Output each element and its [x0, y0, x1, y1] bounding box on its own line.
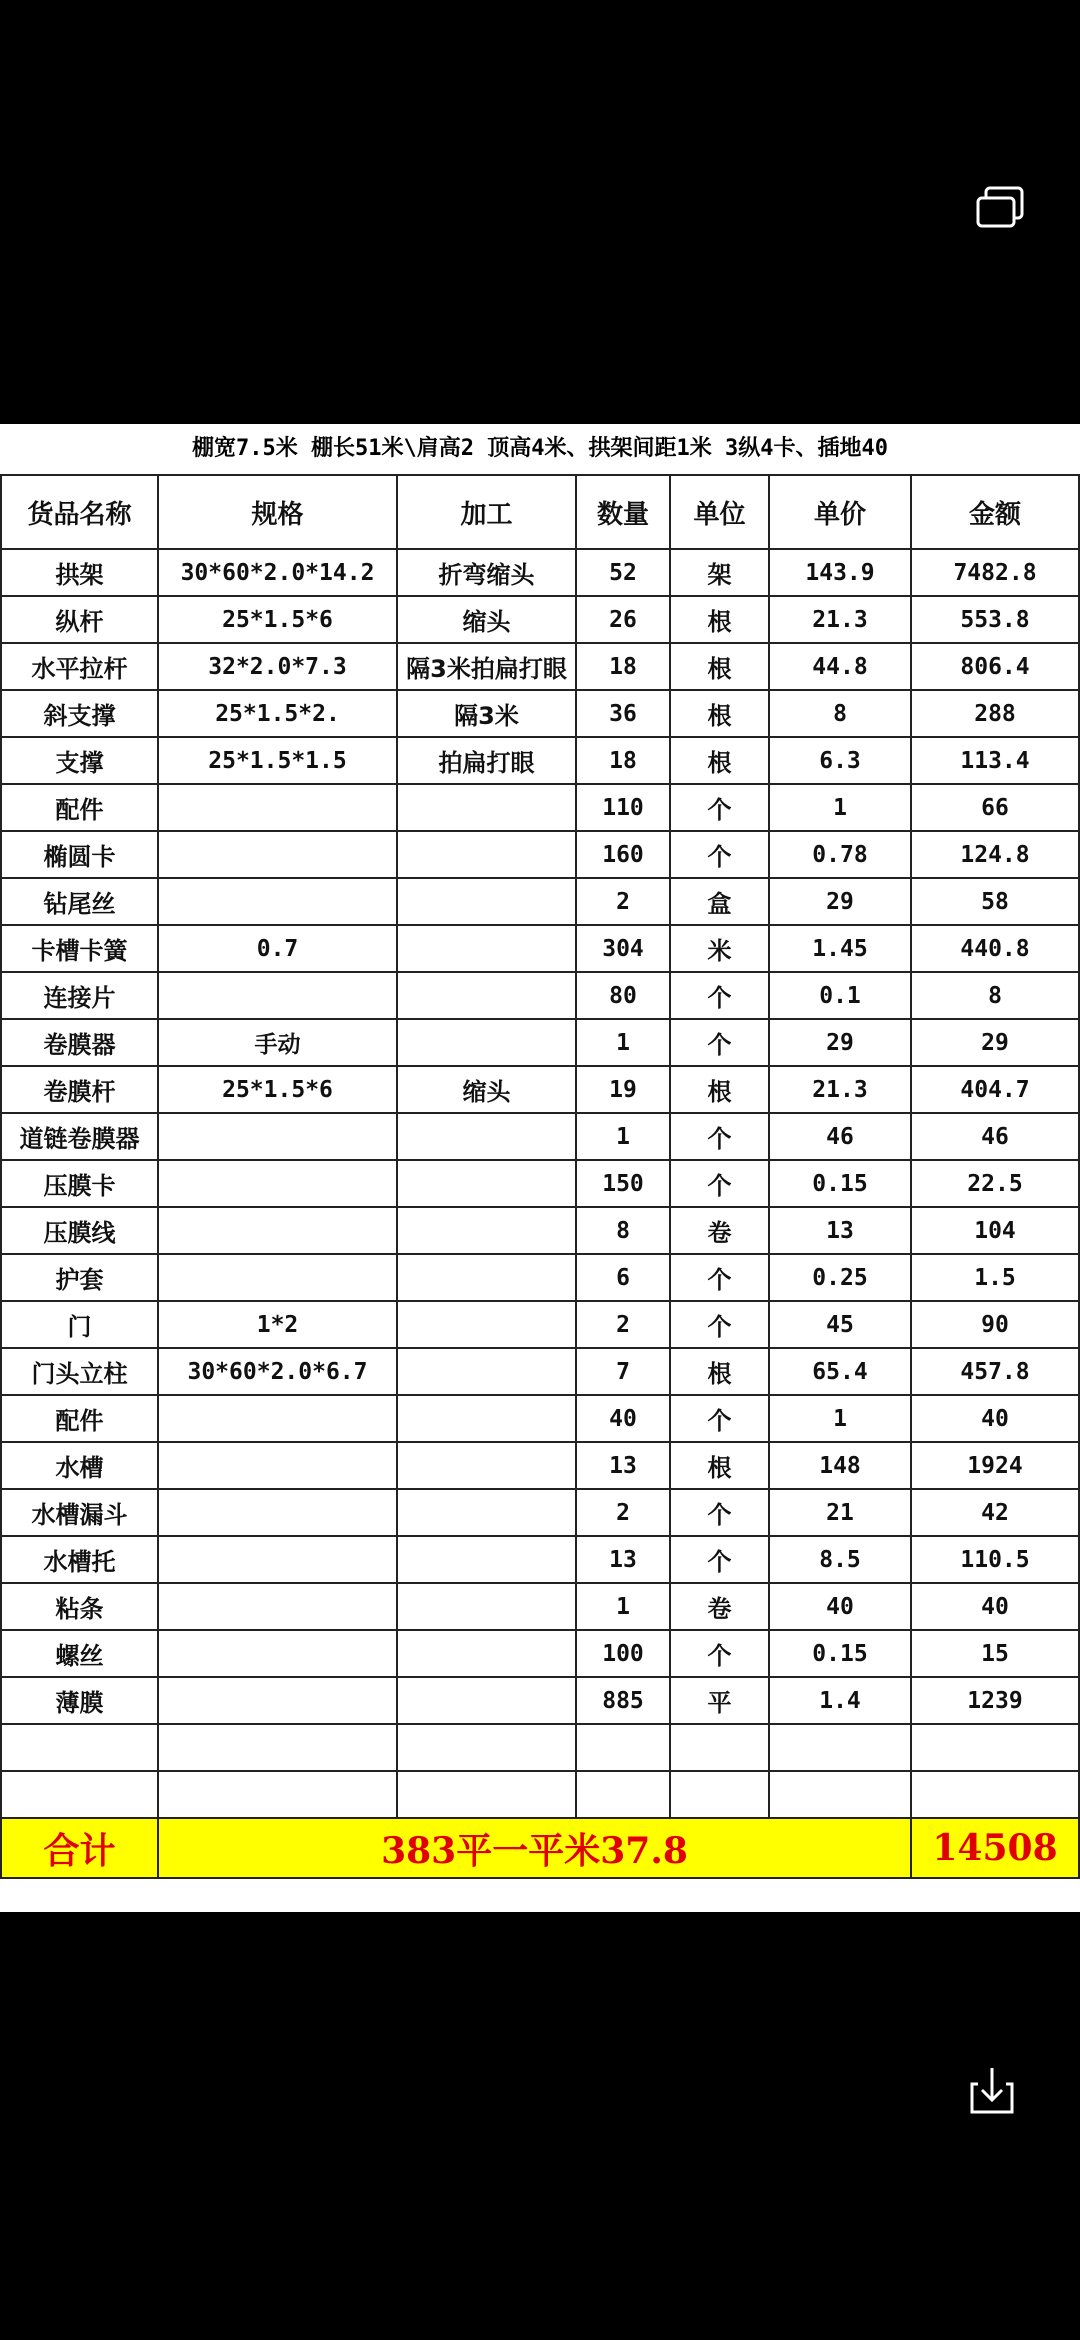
cell-name: 拱架 — [1, 549, 158, 596]
cell-amount: 110.5 — [911, 1536, 1079, 1583]
cell-unit: 盒 — [670, 878, 769, 925]
cell-unit: 根 — [670, 737, 769, 784]
cell-quantity: 6 — [576, 1254, 670, 1301]
cell-unit: 架 — [670, 549, 769, 596]
cell-quantity: 110 — [576, 784, 670, 831]
cell-unit: 个 — [670, 1113, 769, 1160]
cell-processing — [397, 1630, 576, 1677]
cell-processing — [397, 1160, 576, 1207]
cell-amount: 104 — [911, 1207, 1079, 1254]
cell-quantity: 18 — [576, 643, 670, 690]
cell-name: 支撑 — [1, 737, 158, 784]
header-processing: 加工 — [397, 475, 576, 549]
table-row — [1, 1677, 1079, 1724]
empty-cell — [670, 1724, 769, 1771]
table-row — [1, 1019, 1079, 1066]
table-row — [1, 1301, 1079, 1348]
empty-row — [1, 1724, 1079, 1771]
table-row — [1, 972, 1079, 1019]
cell-processing — [397, 1207, 576, 1254]
cell-spec — [158, 972, 397, 1019]
cell-unit-price: 0.78 — [769, 831, 911, 878]
download-icon[interactable] — [960, 2058, 1024, 2122]
header-unit-price: 单价 — [769, 475, 911, 549]
cell-processing: 缩头 — [397, 596, 576, 643]
cell-processing: 隔3米拍扁打眼 — [397, 643, 576, 690]
cell-processing — [397, 1536, 576, 1583]
cell-name: 道链卷膜器 — [1, 1113, 158, 1160]
cell-name: 水槽 — [1, 1442, 158, 1489]
cell-amount: 90 — [911, 1301, 1079, 1348]
cell-unit: 个 — [670, 972, 769, 1019]
cell-amount: 8 — [911, 972, 1079, 1019]
cell-amount: 40 — [911, 1583, 1079, 1630]
cell-spec: 30*60*2.0*14.2 — [158, 549, 397, 596]
cell-amount: 15 — [911, 1630, 1079, 1677]
empty-cell — [769, 1771, 911, 1818]
cell-processing — [397, 925, 576, 972]
cell-processing — [397, 972, 576, 1019]
cell-amount: 1239 — [911, 1677, 1079, 1724]
cell-amount: 553.8 — [911, 596, 1079, 643]
empty-cell — [576, 1771, 670, 1818]
header-spec: 规格 — [158, 475, 397, 549]
cell-name: 配件 — [1, 1395, 158, 1442]
cell-processing — [397, 1348, 576, 1395]
cell-quantity: 80 — [576, 972, 670, 1019]
total-label: 合计 — [1, 1818, 158, 1878]
table-row — [1, 1113, 1079, 1160]
cell-unit: 个 — [670, 1254, 769, 1301]
empty-cell — [769, 1724, 911, 1771]
cell-spec — [158, 1583, 397, 1630]
total-row — [1, 1818, 1079, 1878]
total-amount: 14508 — [911, 1818, 1079, 1878]
cell-spec: 25*1.5*6 — [158, 1066, 397, 1113]
cell-amount: 1.5 — [911, 1254, 1079, 1301]
total-note: 383平一平米37.8 — [158, 1818, 911, 1878]
cell-unit-price: 44.8 — [769, 643, 911, 690]
cell-spec — [158, 1395, 397, 1442]
cell-unit: 个 — [670, 831, 769, 878]
cell-processing — [397, 878, 576, 925]
empty-cell — [1, 1724, 158, 1771]
table-row — [1, 596, 1079, 643]
cell-spec: 25*1.5*6 — [158, 596, 397, 643]
cell-unit-price: 8.5 — [769, 1536, 911, 1583]
cell-quantity: 52 — [576, 549, 670, 596]
cell-amount: 440.8 — [911, 925, 1079, 972]
cell-unit-price: 1 — [769, 1395, 911, 1442]
table-row — [1, 1207, 1079, 1254]
cell-name: 配件 — [1, 784, 158, 831]
cell-unit-price: 21.3 — [769, 1066, 911, 1113]
cell-unit-price: 29 — [769, 1019, 911, 1066]
cell-name: 纵杆 — [1, 596, 158, 643]
cell-quantity: 18 — [576, 737, 670, 784]
cell-unit-price: 1.4 — [769, 1677, 911, 1724]
cell-processing: 拍扁打眼 — [397, 737, 576, 784]
cell-unit-price: 65.4 — [769, 1348, 911, 1395]
table-row — [1, 1160, 1079, 1207]
cell-spec — [158, 1113, 397, 1160]
cell-processing — [397, 1019, 576, 1066]
spreadsheet-image — [0, 424, 1080, 1912]
cell-spec: 25*1.5*1.5 — [158, 737, 397, 784]
cell-name: 薄膜 — [1, 1677, 158, 1724]
cell-amount: 66 — [911, 784, 1079, 831]
cell-quantity: 2 — [576, 1489, 670, 1536]
empty-cell — [397, 1771, 576, 1818]
cell-quantity: 2 — [576, 1301, 670, 1348]
cell-quantity: 304 — [576, 925, 670, 972]
cell-name: 卷膜器 — [1, 1019, 158, 1066]
cell-name: 门 — [1, 1301, 158, 1348]
cell-unit: 个 — [670, 1019, 769, 1066]
cell-spec: 30*60*2.0*6.7 — [158, 1348, 397, 1395]
cell-spec — [158, 831, 397, 878]
header-quantity: 数量 — [576, 475, 670, 549]
cell-spec — [158, 1442, 397, 1489]
empty-cell — [397, 1724, 576, 1771]
table-row — [1, 1630, 1079, 1677]
table-row — [1, 690, 1079, 737]
cell-processing: 隔3米 — [397, 690, 576, 737]
cell-name: 卷膜杆 — [1, 1066, 158, 1113]
header-name: 货品名称 — [1, 475, 158, 549]
cell-unit: 个 — [670, 1301, 769, 1348]
cell-name: 压膜卡 — [1, 1160, 158, 1207]
table-row — [1, 1489, 1079, 1536]
cell-quantity: 40 — [576, 1395, 670, 1442]
cell-quantity: 1 — [576, 1113, 670, 1160]
cell-amount: 42 — [911, 1489, 1079, 1536]
cell-quantity: 160 — [576, 831, 670, 878]
cell-processing — [397, 1677, 576, 1724]
cell-amount: 806.4 — [911, 643, 1079, 690]
cell-spec — [158, 1160, 397, 1207]
cell-unit: 平 — [670, 1677, 769, 1724]
table-row — [1, 1254, 1079, 1301]
cell-unit: 个 — [670, 1630, 769, 1677]
cell-amount: 7482.8 — [911, 549, 1079, 596]
cell-name: 水平拉杆 — [1, 643, 158, 690]
cell-quantity: 13 — [576, 1536, 670, 1583]
table-row — [1, 1066, 1079, 1113]
cell-quantity: 8 — [576, 1207, 670, 1254]
cell-processing — [397, 1395, 576, 1442]
cell-unit-price: 29 — [769, 878, 911, 925]
cell-quantity: 2 — [576, 878, 670, 925]
cell-unit: 个 — [670, 1536, 769, 1583]
header-amount: 金额 — [911, 475, 1079, 549]
cell-unit: 根 — [670, 690, 769, 737]
cell-processing — [397, 1254, 576, 1301]
cell-quantity: 1 — [576, 1019, 670, 1066]
cell-amount: 457.8 — [911, 1348, 1079, 1395]
empty-cell — [911, 1771, 1079, 1818]
cell-unit-price: 1 — [769, 784, 911, 831]
cell-amount: 29 — [911, 1019, 1079, 1066]
cell-spec: 32*2.0*7.3 — [158, 643, 397, 690]
cell-unit: 根 — [670, 1066, 769, 1113]
cell-unit-price: 21 — [769, 1489, 911, 1536]
cell-unit-price: 21.3 — [769, 596, 911, 643]
cell-spec — [158, 878, 397, 925]
cell-amount: 124.8 — [911, 831, 1079, 878]
cell-amount: 113.4 — [911, 737, 1079, 784]
cell-unit: 个 — [670, 1160, 769, 1207]
cell-unit: 根 — [670, 1442, 769, 1489]
cell-quantity: 885 — [576, 1677, 670, 1724]
cell-unit-price: 40 — [769, 1583, 911, 1630]
cell-spec: 手动 — [158, 1019, 397, 1066]
cell-amount: 404.7 — [911, 1066, 1079, 1113]
table-row — [1, 831, 1079, 878]
cell-unit-price: 13 — [769, 1207, 911, 1254]
cell-unit: 根 — [670, 643, 769, 690]
table-row — [1, 878, 1079, 925]
empty-cell — [576, 1724, 670, 1771]
cell-name: 水槽漏斗 — [1, 1489, 158, 1536]
header-unit: 单位 — [670, 475, 769, 549]
cell-unit: 卷 — [670, 1583, 769, 1630]
cell-amount: 58 — [911, 878, 1079, 925]
cell-processing — [397, 1489, 576, 1536]
cell-unit-price: 0.1 — [769, 972, 911, 1019]
table-row — [1, 643, 1079, 690]
cell-unit-price: 143.9 — [769, 549, 911, 596]
table-row — [1, 925, 1079, 972]
cell-name: 水槽托 — [1, 1536, 158, 1583]
cell-spec — [158, 1489, 397, 1536]
cell-name: 螺丝 — [1, 1630, 158, 1677]
empty-row — [1, 1771, 1079, 1818]
cell-name: 斜支撑 — [1, 690, 158, 737]
cell-unit: 个 — [670, 1395, 769, 1442]
table-row — [1, 1348, 1079, 1395]
cell-processing: 折弯缩头 — [397, 549, 576, 596]
cell-unit-price: 45 — [769, 1301, 911, 1348]
empty-cell — [1, 1771, 158, 1818]
cell-quantity: 150 — [576, 1160, 670, 1207]
header-row — [1, 475, 1079, 549]
cell-amount: 40 — [911, 1395, 1079, 1442]
cell-spec: 25*1.5*2. — [158, 690, 397, 737]
cell-spec — [158, 1677, 397, 1724]
cell-unit: 个 — [670, 1489, 769, 1536]
quote-table — [0, 474, 1080, 1879]
cell-unit: 米 — [670, 925, 769, 972]
cell-amount: 46 — [911, 1113, 1079, 1160]
cell-spec: 1*2 — [158, 1301, 397, 1348]
cell-unit-price: 0.15 — [769, 1630, 911, 1677]
cell-unit: 卷 — [670, 1207, 769, 1254]
cell-spec: 0.7 — [158, 925, 397, 972]
cell-quantity: 1 — [576, 1583, 670, 1630]
cell-processing — [397, 1442, 576, 1489]
cell-quantity: 19 — [576, 1066, 670, 1113]
cell-name: 护套 — [1, 1254, 158, 1301]
cell-unit: 个 — [670, 784, 769, 831]
table-row — [1, 1442, 1079, 1489]
cell-spec — [158, 784, 397, 831]
cell-quantity: 100 — [576, 1630, 670, 1677]
cell-processing — [397, 784, 576, 831]
empty-cell — [911, 1724, 1079, 1771]
cell-unit-price: 148 — [769, 1442, 911, 1489]
cell-processing: 缩头 — [397, 1066, 576, 1113]
cell-unit-price: 8 — [769, 690, 911, 737]
table-row — [1, 737, 1079, 784]
cell-amount: 1924 — [911, 1442, 1079, 1489]
cell-spec — [158, 1207, 397, 1254]
cell-name: 压膜线 — [1, 1207, 158, 1254]
table-row — [1, 1536, 1079, 1583]
cell-processing — [397, 831, 576, 878]
cell-processing — [397, 1301, 576, 1348]
cell-quantity: 7 — [576, 1348, 670, 1395]
cell-unit: 根 — [670, 596, 769, 643]
cell-name: 连接片 — [1, 972, 158, 1019]
cell-spec — [158, 1254, 397, 1301]
cell-name: 椭圆卡 — [1, 831, 158, 878]
cell-processing — [397, 1583, 576, 1630]
cell-unit-price: 6.3 — [769, 737, 911, 784]
table-row — [1, 1583, 1079, 1630]
cell-spec — [158, 1536, 397, 1583]
table-row — [1, 1395, 1079, 1442]
sheet-title: 棚宽7.5米 棚长51米\肩高2 顶高4米、拱架间距1米 3纵4卡、插地40 — [192, 436, 888, 461]
empty-cell — [158, 1771, 397, 1818]
cell-unit-price: 46 — [769, 1113, 911, 1160]
cell-quantity: 13 — [576, 1442, 670, 1489]
cell-amount: 288 — [911, 690, 1079, 737]
table-row — [1, 549, 1079, 596]
empty-cell — [670, 1771, 769, 1818]
cell-name: 门头立柱 — [1, 1348, 158, 1395]
cell-name: 卡槽卡簧 — [1, 925, 158, 972]
cell-spec — [158, 1630, 397, 1677]
cell-name: 粘条 — [1, 1583, 158, 1630]
cell-unit-price: 1.45 — [769, 925, 911, 972]
cell-name: 钻尾丝 — [1, 878, 158, 925]
cell-amount: 22.5 — [911, 1160, 1079, 1207]
cell-quantity: 26 — [576, 596, 670, 643]
cell-quantity: 36 — [576, 690, 670, 737]
multi-window-icon[interactable] — [968, 180, 1032, 244]
table-row — [1, 784, 1079, 831]
cell-unit-price: 0.25 — [769, 1254, 911, 1301]
cell-processing — [397, 1113, 576, 1160]
cell-unit: 根 — [670, 1348, 769, 1395]
cell-unit-price: 0.15 — [769, 1160, 911, 1207]
empty-cell — [158, 1724, 397, 1771]
